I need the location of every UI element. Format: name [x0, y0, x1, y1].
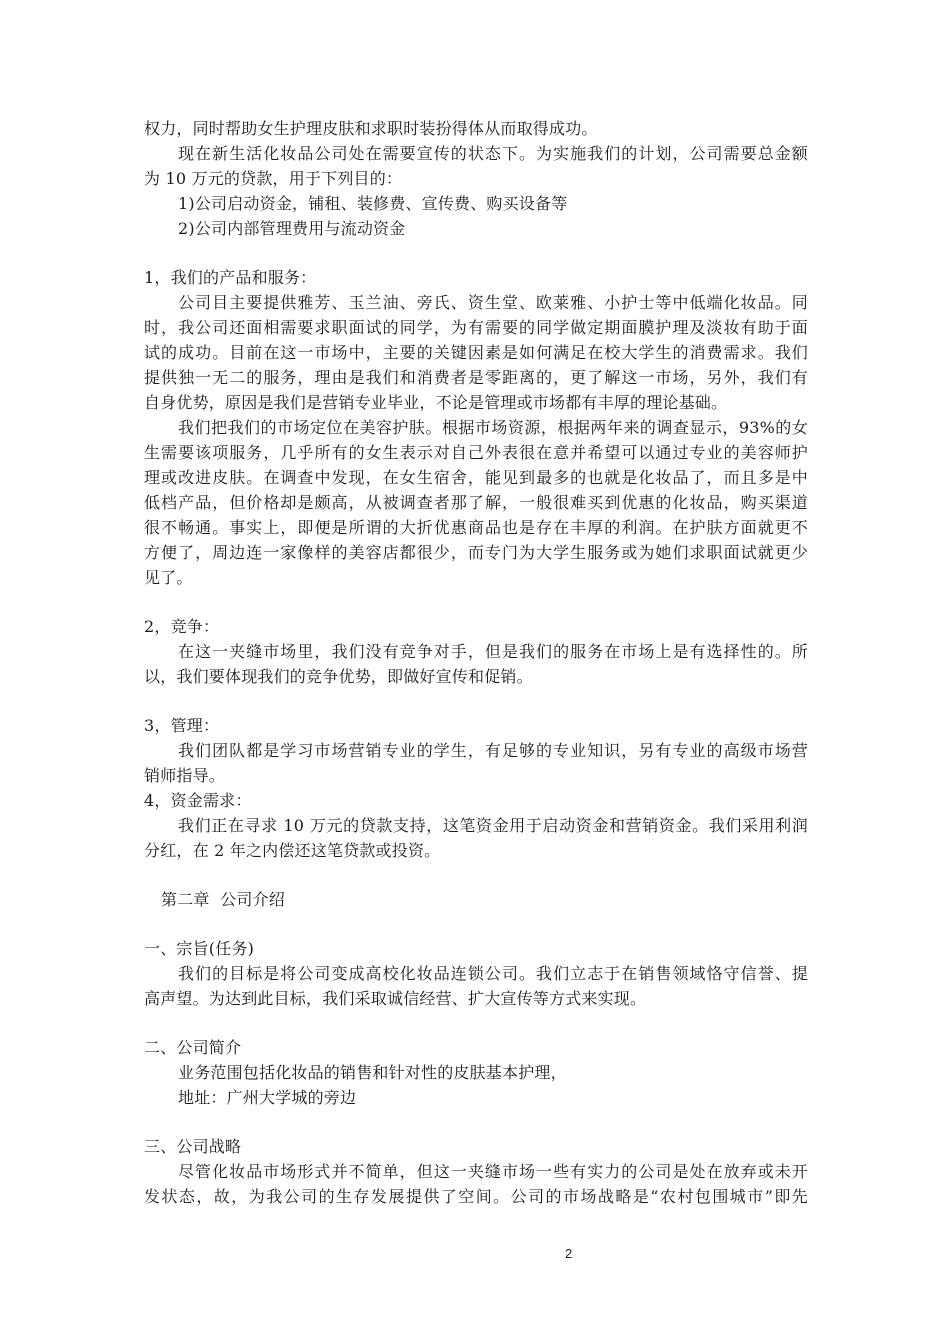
list-item: 2)公司内部管理费用与流动资金	[178, 219, 406, 238]
paragraph-line: 在这一夹缝市场里，我们没有竞争对手，但是我们的服务在市场上是有选择性的。所	[178, 642, 808, 661]
section-heading: 2，竞争：	[144, 617, 220, 636]
section-heading: 一、宗旨(任务)	[144, 939, 255, 958]
paragraph-line: 我们团队都是学习市场营销专业的学生，有足够的专业知识，另有专业的高级市场营	[178, 741, 808, 760]
paragraph-line: 销师指导。	[144, 766, 226, 785]
paragraph-line: 我们的目标是将公司变成高校化妆品连锁公司。我们立志于在销售领域恪守信誉、提	[178, 964, 808, 983]
paragraph-line: 见了。	[144, 568, 193, 587]
paragraph-line: 公司目主要提供雅芳、玉兰油、旁氏、资生堂、欧莱雅、小护士等中低端化妆品。同	[178, 293, 808, 312]
paragraph-line: 很不畅通。事实上，即便是所谓的大折优惠商品也是存在丰厚的利润。在护肤方面就更不	[144, 518, 808, 537]
paragraph-line: 试的成功。目前在这一市场中，主要的关键因素是如何满足在校大学生的消费需求。我们	[144, 343, 808, 362]
intro-paragraph-line: 现在新生活化妆品公司处在需要宣传的状态下。为实施我们的计划，公司需要总金额	[178, 144, 808, 163]
paragraph-line: 我们把我们的市场定位在美容护肤。根据市场资源，根据两年来的调查显示，93%的女	[178, 418, 808, 437]
section-heading: 三、公司战略	[144, 1137, 242, 1156]
section-heading: 二、公司简介	[144, 1038, 242, 1057]
section-heading: 3，管理：	[144, 716, 220, 735]
paragraph-line: 时，我公司还面相需要求职面试的同学，为有需要的同学做定期面膜护理及淡妆有助于面	[144, 318, 808, 337]
intro-line: 权力，同时帮助女生护理皮肤和求职时装扮得体从而取得成功。	[144, 119, 598, 138]
list-item: 1)公司启动资金，铺租、装修费、宣传费、购买设备等	[178, 194, 568, 213]
paragraph-line: 发状态，故，为我公司的生存发展提供了空间。公司的市场战略是“农村包围城市”即先	[144, 1187, 808, 1206]
section-heading: 4，资金需求：	[144, 791, 252, 810]
paragraph-line: 我们正在寻求 10 万元的贷款支持，这笔资金用于启动资金和营销资金。我们采用利润	[178, 816, 808, 835]
paragraph-line: 自身优势，原因是我们是营销专业毕业，不论是管理或市场都有丰厚的理论基础。	[144, 393, 728, 412]
paragraph-line: 尽管化妆品市场形式并不简单，但这一夹缝市场一些有实力的公司是处在放弃或未开	[178, 1162, 808, 1181]
paragraph-line: 理或改进皮肤。在调查中发现，在女生宿舍，能见到最多的也就是化妆品了，而且多是中	[144, 468, 808, 487]
paragraph-line: 方便了，周边连一家像样的美容店都很少，而专门为大学生服务或为她们求职面试就更少	[144, 543, 808, 562]
paragraph-line: 地址：广州大学城的旁边	[178, 1088, 357, 1107]
paragraph-line: 提供独一无二的服务，理由是我们和消费者是零距离的，更了解这一市场，另外，我们有	[144, 368, 808, 387]
intro-paragraph-line: 为 10 万元的贷款，用于下列目的：	[144, 169, 403, 188]
section-heading: 1，我们的产品和服务：	[144, 268, 317, 287]
paragraph-line: 分红，在 2 年之内偿还这笔贷款或投资。	[144, 841, 441, 860]
paragraph-line: 业务范围包括化妆品的销售和针对性的皮肤基本护理，	[178, 1063, 567, 1082]
paragraph-line: 低档产品，但价格却是颇高，从被调查者那了解，一般很难买到优惠的化妆品，购买渠道	[144, 493, 808, 512]
paragraph-line: 以，我们要体现我们的竞争优势，即做好宣传和促销。	[144, 667, 533, 686]
paragraph-line: 生需要该项服务，几乎所有的女生表示对自己外表很在意并希望可以通过专业的美容师护	[144, 443, 808, 462]
chapter-title: 第二章 公司介绍	[161, 890, 285, 909]
paragraph-line: 高声望。为达到此目标，我们采取诚信经营、扩大宣传等方式来实现。	[144, 989, 647, 1008]
page-number: 2	[565, 1246, 573, 1261]
